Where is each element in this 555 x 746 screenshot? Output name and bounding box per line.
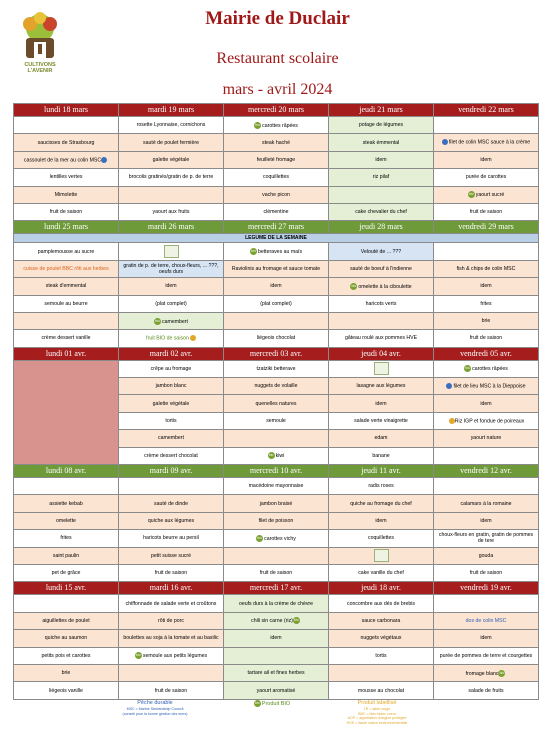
menu-cell: clémentine <box>224 203 329 220</box>
legend-label <box>322 700 432 725</box>
menu-cell <box>119 664 224 681</box>
menu-row <box>14 630 539 647</box>
menu-cell: idem <box>434 151 539 168</box>
menu-cell: nuggets végétaux <box>329 630 434 647</box>
dish-photo-icon <box>374 549 389 562</box>
menu-cell: rôti de porc <box>119 612 224 629</box>
msc-icon <box>442 139 448 145</box>
menu-cell: idem <box>434 278 539 295</box>
legend-bio-title: Produit BIO <box>261 700 291 707</box>
menu-cell: sauce carbonara <box>329 612 434 629</box>
logo-text: CULTIVONS L'AVENIR <box>24 62 56 74</box>
menu-row <box>14 647 539 664</box>
menu-cell: boulettes au soja à la tomate et au basilic <box>119 630 224 647</box>
menu-cell: quiche au fromage du chef <box>329 495 434 512</box>
menu-cell: filet de poisson <box>224 512 329 529</box>
menu-cell: liégeois chocolat <box>224 330 329 347</box>
menu-cell: idem <box>119 278 224 295</box>
legend-msc-line: MSC = Marine Stewardship Council <box>126 707 184 711</box>
menu-cell: lentilles vertes <box>14 169 119 186</box>
page-subtitle: Restaurant scolaire <box>216 50 339 67</box>
day-header: lundi 15 avr. <box>14 582 119 595</box>
menu-cell: idem <box>224 278 329 295</box>
menu-row <box>14 151 539 168</box>
bio-icon: bio <box>499 670 505 675</box>
week-header-row <box>14 347 539 360</box>
vegetable-of-week-label: LEGUME DE LA SEMAINE <box>14 234 539 243</box>
menu-cell: jambon braisé <box>224 495 329 512</box>
menu-cell: cuisse de poulet BBC rôti aux herbes <box>14 260 119 277</box>
menu-row <box>14 495 539 512</box>
menu-cell: idem <box>329 512 434 529</box>
menu-cell: bio camembert <box>119 312 224 329</box>
day-header: vendredi 19 avr. <box>434 582 539 595</box>
menu-row <box>14 243 539 260</box>
menu-cell <box>224 430 329 447</box>
menu-cell: camembert <box>119 430 224 447</box>
bio-icon: bio <box>254 701 260 705</box>
menu-cell: sauté de dinde <box>119 495 224 512</box>
menu-cell: fromage blancbio <box>434 664 539 681</box>
menu-cell: radis roses <box>329 478 434 495</box>
menu-cell: filet de colin MSC sauce à la crème <box>434 134 539 151</box>
bio-icon: bio <box>268 453 274 458</box>
menu-cell: chiffonnade de salade verte et croûtons <box>119 595 224 612</box>
legend-label-line: AOP = appellation d'origine protégée <box>347 716 407 720</box>
menu-cell: yaourt nature <box>434 430 539 447</box>
menu-cell: fruit BIO de saison <box>119 330 224 347</box>
menu-cell: petit suisse sucré <box>119 547 224 564</box>
menu-row <box>14 530 539 547</box>
menu-cell: riz pilaf <box>329 169 434 186</box>
menu-cell: mousse au chocolat <box>329 682 434 699</box>
menu-cell: bio carottes râpées <box>224 117 329 134</box>
holiday-cell <box>14 360 119 464</box>
page-title: Mairie de Duclair <box>205 8 350 29</box>
menu-cell: steak d'emmental <box>14 278 119 295</box>
menu-cell: gâteau roulé aux pommes HVE <box>329 330 434 347</box>
legend-label-line: HVE = haute valeur environnementale <box>346 720 408 725</box>
menu-cell: (plat complet) <box>119 295 224 312</box>
menu-cell: aiguillettes de poulet <box>14 612 119 629</box>
menu-cell <box>14 312 119 329</box>
menu-cell <box>434 478 539 495</box>
week-header-row <box>14 582 539 595</box>
menu-cell: edam <box>329 430 434 447</box>
menu-cell <box>14 117 119 134</box>
menu-cell: semoule au beurre <box>14 295 119 312</box>
menu-cell: dos de colin MSC <box>434 612 539 629</box>
menu-row <box>14 664 539 681</box>
bio-icon: bio <box>468 192 474 197</box>
menu-cell <box>434 447 539 464</box>
menu-row <box>14 595 539 612</box>
day-header: mardi 02 avr. <box>119 347 224 360</box>
menu-cell: idem <box>434 512 539 529</box>
menu-row <box>14 203 539 220</box>
menu-row <box>14 134 539 151</box>
menu-row <box>14 478 539 495</box>
menu-cell: tortis <box>329 647 434 664</box>
menu-cell: cake vanille du chef <box>329 564 434 581</box>
week-header-row <box>14 465 539 478</box>
menu-cell: semoule <box>224 412 329 429</box>
menu-cell <box>434 117 539 134</box>
day-header: mercredi 10 avr. <box>224 465 329 478</box>
menu-cell: idem <box>434 395 539 412</box>
menu-cell: saint paulin <box>14 547 119 564</box>
menu-row <box>14 117 539 134</box>
menu-cell: calamars à la romaine <box>434 495 539 512</box>
menu-cell: oeufs durs à la crème de chèvre <box>224 595 329 612</box>
menu-cell: assiette kebab <box>14 495 119 512</box>
legend-msc <box>100 700 210 716</box>
week-band <box>14 234 539 243</box>
menu-cell: Riz IGP et fondue de poireaux <box>434 412 539 429</box>
day-header: mercredi 20 mars <box>224 104 329 117</box>
menu-cell: bio omelette à la ciboulette <box>329 278 434 295</box>
menu-cell: pamplemousse au sucre <box>14 243 119 260</box>
day-header: mardi 16 avr. <box>119 582 224 595</box>
day-header: lundi 25 mars <box>14 221 119 234</box>
menu-cell: quiche aux légumes <box>119 512 224 529</box>
menu-cell: bio carottes râpées <box>434 360 539 377</box>
menu-cell: fruit de saison <box>14 203 119 220</box>
day-header: mercredi 03 avr. <box>224 347 329 360</box>
menu-cell: Mimolette <box>14 186 119 203</box>
menu-row <box>14 186 539 203</box>
legend-label-line: LR = label rouge <box>363 707 391 711</box>
menu-cell: cake chevalier du chef <box>329 203 434 220</box>
menu-cell: pet de grâce <box>14 564 119 581</box>
legend-bio <box>232 700 312 708</box>
day-header: mercredi 27 mars <box>224 221 329 234</box>
menu-cell: Velouté de ... ??? <box>329 243 434 260</box>
menu-cell: yaourt aux fruits <box>119 203 224 220</box>
menu-cell: crème dessert chocolat <box>119 447 224 464</box>
menu-cell: vache picon <box>224 186 329 203</box>
menu-cell <box>14 595 119 612</box>
menu-cell: tzatziki betterave <box>224 360 329 377</box>
day-header: lundi 01 avr. <box>14 347 119 360</box>
menu-cell: idem <box>329 151 434 168</box>
menu-cell: haricots beurre au persil <box>119 530 224 547</box>
legend-label-line: BBC = bleu blanc coeur <box>358 711 396 716</box>
day-header: jeudi 04 avr. <box>329 347 434 360</box>
menu-cell: brocolis gratinés/gratin de p. de terre <box>119 169 224 186</box>
menu-cell: (plat complet) <box>224 295 329 312</box>
bio-icon: bio <box>155 318 160 323</box>
menu-cell: crêpe au fromage <box>119 360 224 377</box>
bio-icon: bio <box>294 618 299 623</box>
menu-cell: omelette <box>14 512 119 529</box>
menu-cell: idem <box>224 630 329 647</box>
menu-cell: idem <box>434 630 539 647</box>
menu-cell: coquillettes <box>329 530 434 547</box>
menu-cell: steak haché <box>224 134 329 151</box>
menu-row <box>14 330 539 347</box>
menu-cell: fruit de saison <box>434 564 539 581</box>
menu-cell: salade verte vinaigrette <box>329 412 434 429</box>
label-icon <box>190 335 196 341</box>
menu-cell: purée de pommes de terre et courgettes <box>434 647 539 664</box>
menu-cell: galette végétale <box>119 151 224 168</box>
menu-cell: bio semoule aux petits légumes <box>119 647 224 664</box>
menu-cell: petits pois et carottes <box>14 647 119 664</box>
menu-row <box>14 547 539 564</box>
menu-row <box>14 512 539 529</box>
menu-row <box>14 295 539 312</box>
menu-cell <box>329 664 434 681</box>
menu-row <box>14 360 539 377</box>
menu-cell <box>119 243 224 260</box>
menu-cell: haricots verts <box>329 295 434 312</box>
menu-cell: macédoine mayonnaise <box>224 478 329 495</box>
day-header: jeudi 11 avr. <box>329 465 434 478</box>
menu-cell: tartare ail et fines herbes <box>224 664 329 681</box>
menu-cell: salade de fruits <box>434 682 539 699</box>
msc-icon <box>446 383 452 389</box>
bio-icon: bio <box>136 653 141 658</box>
day-header: jeudi 18 avr. <box>329 582 434 595</box>
menu-row <box>14 260 539 277</box>
menu-cell: bio betteraves au maïs <box>224 243 329 260</box>
menu-cell: bio yaourt sucré <box>434 186 539 203</box>
menu-cell <box>329 360 434 377</box>
day-header: lundi 08 avr. <box>14 465 119 478</box>
day-header: vendredi 12 avr. <box>434 465 539 478</box>
day-header: mardi 19 mars <box>119 104 224 117</box>
menu-cell: crème dessert vanille <box>14 330 119 347</box>
menu-row <box>14 312 539 329</box>
menu-row <box>14 278 539 295</box>
menu-cell: Raviolinis au fromage et sauce tomate <box>224 260 329 277</box>
bio-icon: bio <box>351 283 357 288</box>
day-header: lundi 18 mars <box>14 104 119 117</box>
menu-cell: frites <box>434 295 539 312</box>
menu-cell: tortis <box>119 412 224 429</box>
menu-cell: steak émmental <box>329 134 434 151</box>
menu-cell: filet de lieu MSC à la Dieppoise <box>434 378 539 395</box>
menu-cell: quiche au saumon <box>14 630 119 647</box>
bio-icon: bio <box>257 535 262 540</box>
week-header-row <box>14 221 539 234</box>
menu-cell <box>434 243 539 260</box>
legend-msc-title: Pêche durable <box>137 700 173 706</box>
menu-row <box>14 612 539 629</box>
menu-cell: fish & chips de colin MSC <box>434 260 539 277</box>
menu-cell: bio kiwi <box>224 447 329 464</box>
menu-cell <box>329 186 434 203</box>
menu-cell: feuilleté fromage <box>224 151 329 168</box>
dish-photo-icon <box>374 362 389 375</box>
menu-cell: brie <box>14 664 119 681</box>
day-header: mercredi 17 avr. <box>224 582 329 595</box>
menu-row <box>14 564 539 581</box>
day-header: jeudi 21 mars <box>329 104 434 117</box>
dish-photo-icon <box>164 245 179 258</box>
msc-icon <box>101 157 107 163</box>
menu-period: mars - avril 2024 <box>222 81 333 98</box>
menu-cell <box>434 595 539 612</box>
menu-cell <box>224 647 329 664</box>
menu-cell: concombre aux dés de brebis <box>329 595 434 612</box>
day-header: vendredi 05 avr. <box>434 347 539 360</box>
menu-cell <box>119 186 224 203</box>
menu-cell: idem <box>329 395 434 412</box>
bio-icon: bio <box>255 122 260 127</box>
day-header: vendredi 22 mars <box>434 104 539 117</box>
menu-cell: yaourt aromatisé <box>224 682 329 699</box>
menu-cell: galette végétale <box>119 395 224 412</box>
menu-cell: potage de légumes <box>329 117 434 134</box>
bio-icon: bio <box>251 249 256 254</box>
menu-cell <box>224 312 329 329</box>
menu-cell <box>224 547 329 564</box>
menu-cell <box>14 478 119 495</box>
menu-cell: fruit de saison <box>434 203 539 220</box>
day-header: jeudi 28 mars <box>329 221 434 234</box>
menu-cell: chili sin carne (riz)bio <box>224 612 329 629</box>
menu-cell: saucisses de Strasbourg <box>14 134 119 151</box>
bio-icon: bio <box>465 366 470 371</box>
menu-cell: fruit de saison <box>224 564 329 581</box>
menu-cell: sauté de poulet fermière <box>119 134 224 151</box>
menu-cell: fruit de saison <box>434 330 539 347</box>
menu-row <box>14 682 539 699</box>
menu-cell: fruit de saison <box>119 682 224 699</box>
menu-cell: nuggets de volaille <box>224 378 329 395</box>
menu-cell: coquillettes <box>224 169 329 186</box>
week-header-row <box>14 104 539 117</box>
menu-cell <box>329 312 434 329</box>
menu-cell: fruit de saison <box>119 564 224 581</box>
day-header: mardi 09 avr. <box>119 465 224 478</box>
menu-cell: purée de carottes <box>434 169 539 186</box>
menu-cell <box>329 547 434 564</box>
legend-msc-line: (conseil pour la bonne gestion des mers) <box>122 711 188 716</box>
menu-cell: jambon blanc <box>119 378 224 395</box>
menu-cell: quenelles natures <box>224 395 329 412</box>
menu-cell: banane <box>329 447 434 464</box>
menu-cell: gouda <box>434 547 539 564</box>
menu-table <box>13 103 539 700</box>
menu-cell: gratin de p. de terre, choux-fleurs, ... ???, oeufs durs <box>119 260 224 277</box>
menu-cell: choux-fleurs en gratin, gratin de pommes de tere <box>434 530 539 547</box>
menu-cell: bio carottes vichy <box>224 530 329 547</box>
menu-row <box>14 169 539 186</box>
menu-cell: sauté de boeuf à l'indienne <box>329 260 434 277</box>
menu-cell: cassoulet de la mer au colin MSC <box>14 151 119 168</box>
menu-cell: lasagne aux légumes <box>329 378 434 395</box>
menu-cell <box>119 478 224 495</box>
day-header: vendredi 29 mars <box>434 221 539 234</box>
day-header: mardi 26 mars <box>119 221 224 234</box>
legend-label-title: Produit labellisé <box>357 700 397 706</box>
menu-cell: brie <box>434 312 539 329</box>
menu-cell: liégeois vanille <box>14 682 119 699</box>
menu-cell: rosette Lyonnaise, cornichons <box>119 117 224 134</box>
menu-cell: frites <box>14 530 119 547</box>
